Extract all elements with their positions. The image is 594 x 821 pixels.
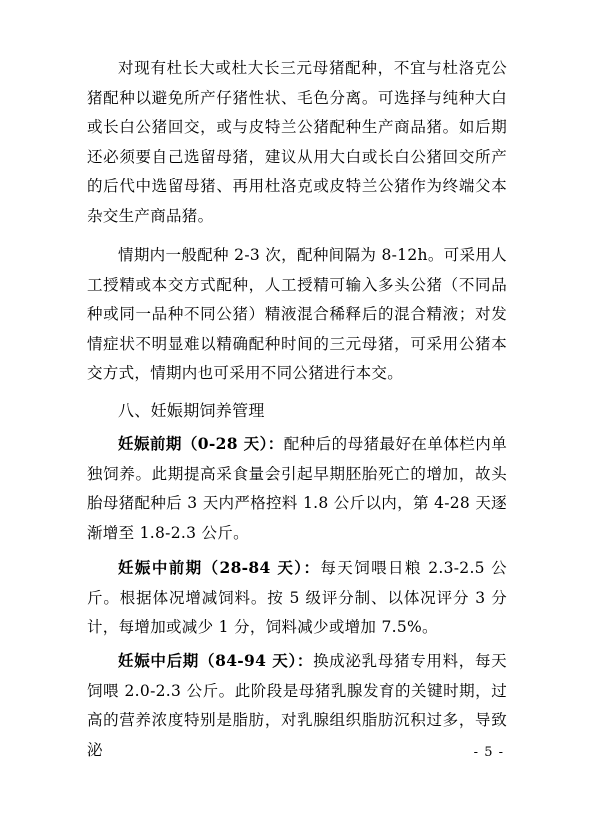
- paragraph-mid-early-pregnancy: [87, 553, 507, 643]
- mid-early-pregnancy-text: 每天饲喂日粮 2.3-2.5 公斤。根据体况增减饲料。按 5 级评分制、以体况评分 3 分计，每增加或减少 1 分，饲料减少或增加 7.5%。: [87, 559, 507, 636]
- early-pregnancy-text: 配种后的母猪最好在单体栏内单独饲养。此期提高采食量会引起早期胚胎死亡的增加，故头胎母猪配种后 3 天内严格控料 1.8 公斤以内，第 4-28 天逐渐增至 1.8-2.3 公斤。: [87, 435, 507, 542]
- early-pregnancy-label: 妊娠前期（0-28 天）：: [118, 434, 284, 453]
- page-number: - 5 -: [473, 745, 504, 760]
- mid-late-pregnancy-label: 妊娠中后期（84-94 天）：: [118, 651, 314, 670]
- paragraph-mating-frequency: 情期内一般配种 2-3 次，配种间隔为 8-12h。可采用人工授精或本交方式配种，人工授精可输入多头公猪（不同品种或同一品种不同公猪）精液混合稀释后的混合精液；对发情症状不明显难以精确配种时间的三元母猪，可采用公猪本交方式，情期内也可采用不同公猪进行本交。: [87, 246, 507, 382]
- section-heading: 八、妊娠期饲养管理: [118, 401, 265, 420]
- mid-early-pregnancy-label: 妊娠中前期（28-84 天）：: [118, 558, 321, 577]
- mid-late-pregnancy-text: 换成泌乳母猪专用料，每天饲喂 2.0-2.3 公斤。此阶段是母猪乳腺发育的关键时期，过高的营养浓度特别是脂肪，对乳腺组织脂肪沉积过多，导致泌: [87, 652, 507, 759]
- paragraph-sow-mating-selection: 对现有杜长大或杜大长三元母猪配种，不宜与杜洛克公猪配种以避免所产仔猪性状、毛色分离。可选择与纯种大白或长白公猪回交，或与皮特兰公猪配种生产商品猪。如后期还必须要自己选留母猪，建议从用大白或长白公猪回交所产的后代中选留母猪、再用杜洛克或皮特兰公猪作为终端父本杂交生产商品猪。: [87, 59, 507, 225]
- paragraph-early-pregnancy: [87, 429, 507, 548]
- paragraph-mid-late-pregnancy: [87, 646, 507, 765]
